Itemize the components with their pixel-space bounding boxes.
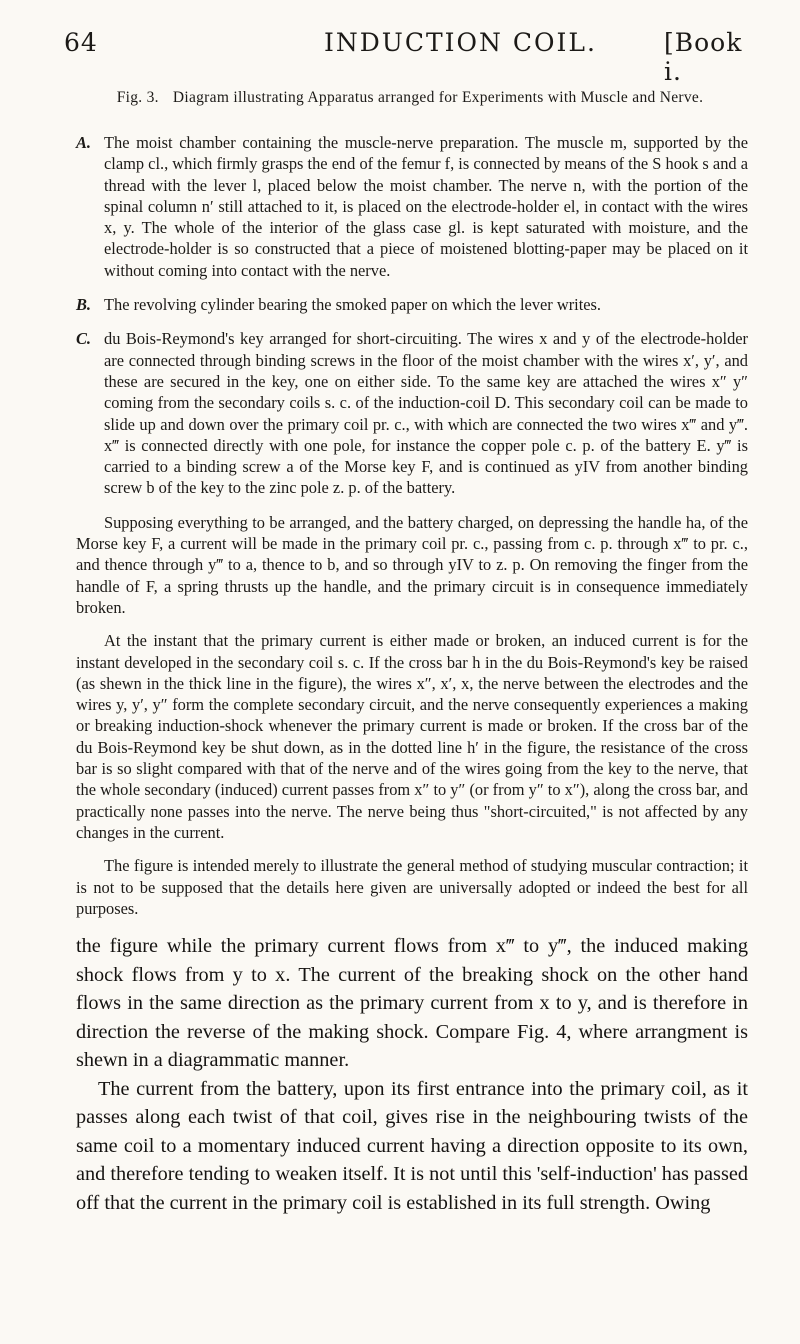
legend-text: The revolving cylinder bearing the smoked paper on which the lever writes. (104, 295, 602, 315)
body-paragraph: the figure while the primary current flows from x‴ to y‴, the induced making shock flows from y to x. The current of the breaking shock on the other hand flows in the same direction as the primary current from x to y, and is therefore in direction the reverse of the making shock. Compare Fig. 4, where arrangment is shewn in a diagrammatic manner. (76, 935, 748, 1071)
figure-caption-text: Diagram illustrating Apparatus arranged for Experiments with Muscle and Nerve. (172, 89, 704, 106)
figure-label: Fig. 3. (116, 89, 159, 106)
legend-key: B. (76, 295, 92, 315)
legend-entry-a (76, 132, 748, 281)
legend-paragraph: At the instant that the primary current is either made or broken, an induced current is for the instant developed in the secondary coil s. c. If the cross bar h in the du Bois-Reymond's key be raised (as shewn in the thick line in the figure), the wires x″, x′, x, the nerve between the electrodes and the wires y, y′, y″ form the complete secondary circuit, and the nerve consequently experiences a making or breaking induction-shock whenever the primary current is made or broken. If the cross bar of the du Bois-Reymond key be shut down, as in the dotted line h′ in the figure, the resistance of the cross bar is so slight compared with that of the nerve and of the wires going from the key to the nerve, that the whole secondary (induced) current passes from x″ to y″ (or from y″ to x″), along the cross bar, and practically none passes into the nerve. The nerve being thus "short-circuited," is not affected by any changes in the current. (76, 631, 748, 842)
figure-legend (76, 132, 748, 931)
page-number: 64 (64, 28, 98, 57)
legend-paragraph: Supposing everything to be arranged, and the battery charged, on depressing the handle ha, of the Morse key F, a current will be made in the primary coil pr. c., passing from c. p. through x‴ to pr. c., and thence through y‴ to a, thence to b, and so through yIV to z. p. On removing the finger from the handle of F, a spring thrusts up the handle, and the primary circuit is in consequence immediately broken. (76, 512, 748, 617)
legend-entry-b (76, 294, 748, 315)
legend-text: The moist chamber containing the muscle-nerve preparation. The muscle m, supported by the clamp cl., which firmly grasps the end of the femur f, is connected by means of the S hook s and a thread with the lever l, placed below the moist chamber. The nerve n, with the portion of the spinal column n′ still attached to it, is placed on the electrode-holder el, in contact with the wires x, y. The whole of the interior of the glass case gl. is kept saturated with moisture, and the electrode-holder is so constructed that a piece of moistened blotting-paper may be placed on it without coming into contact with the nerve. (104, 133, 748, 280)
chapter-title: INDUCTION COIL. (324, 28, 597, 57)
book-marker: [Book i. (664, 28, 743, 86)
legend-paragraph: The figure is intended merely to illustrate the general method of studying muscular contraction; it is not to be supposed that the details here given are universally adopted or indeed the best for all purposes. (76, 856, 748, 918)
legend-key: C. (76, 329, 92, 349)
legend-key: A. (76, 133, 92, 152)
running-head (64, 28, 764, 86)
legend-entry-c (76, 328, 748, 498)
body-text (76, 932, 748, 1217)
figure-caption (76, 88, 744, 108)
legend-text: du Bois-Reymond's key arranged for short-circuiting. The wires x and y of the electrode-holder are connected through binding screws in the floor of the moist chamber with the wires x′, y′, and these are secured in the key, one on either side. To the same key are attached the wires x″ y″ coming from the secondary coils s. c. of the induction-coil D. This secondary coil can be made to slide up and down over the primary coil pr. c., with which are connected the two wires x‴ and y‴. x‴ is connected directly with one pole, for instance the copper pole c. p. of the battery E. y‴ is carried to a binding screw a of the Morse key F, and is continued as yIV from another binding screw b of the key to the zinc pole z. p. of the battery. (104, 329, 748, 498)
body-paragraph: The current from the battery, upon its first entrance into the primary coil, as it passes along each twist of that coil, gives rise in the neighbouring twists of the same coil to a momentary induced current having a direction opposite to its own, and therefore tending to weaken itself. It is not until this 'self-induction' has passed off that the current in the primary coil is established in its full strength. Owing (76, 1077, 748, 1214)
